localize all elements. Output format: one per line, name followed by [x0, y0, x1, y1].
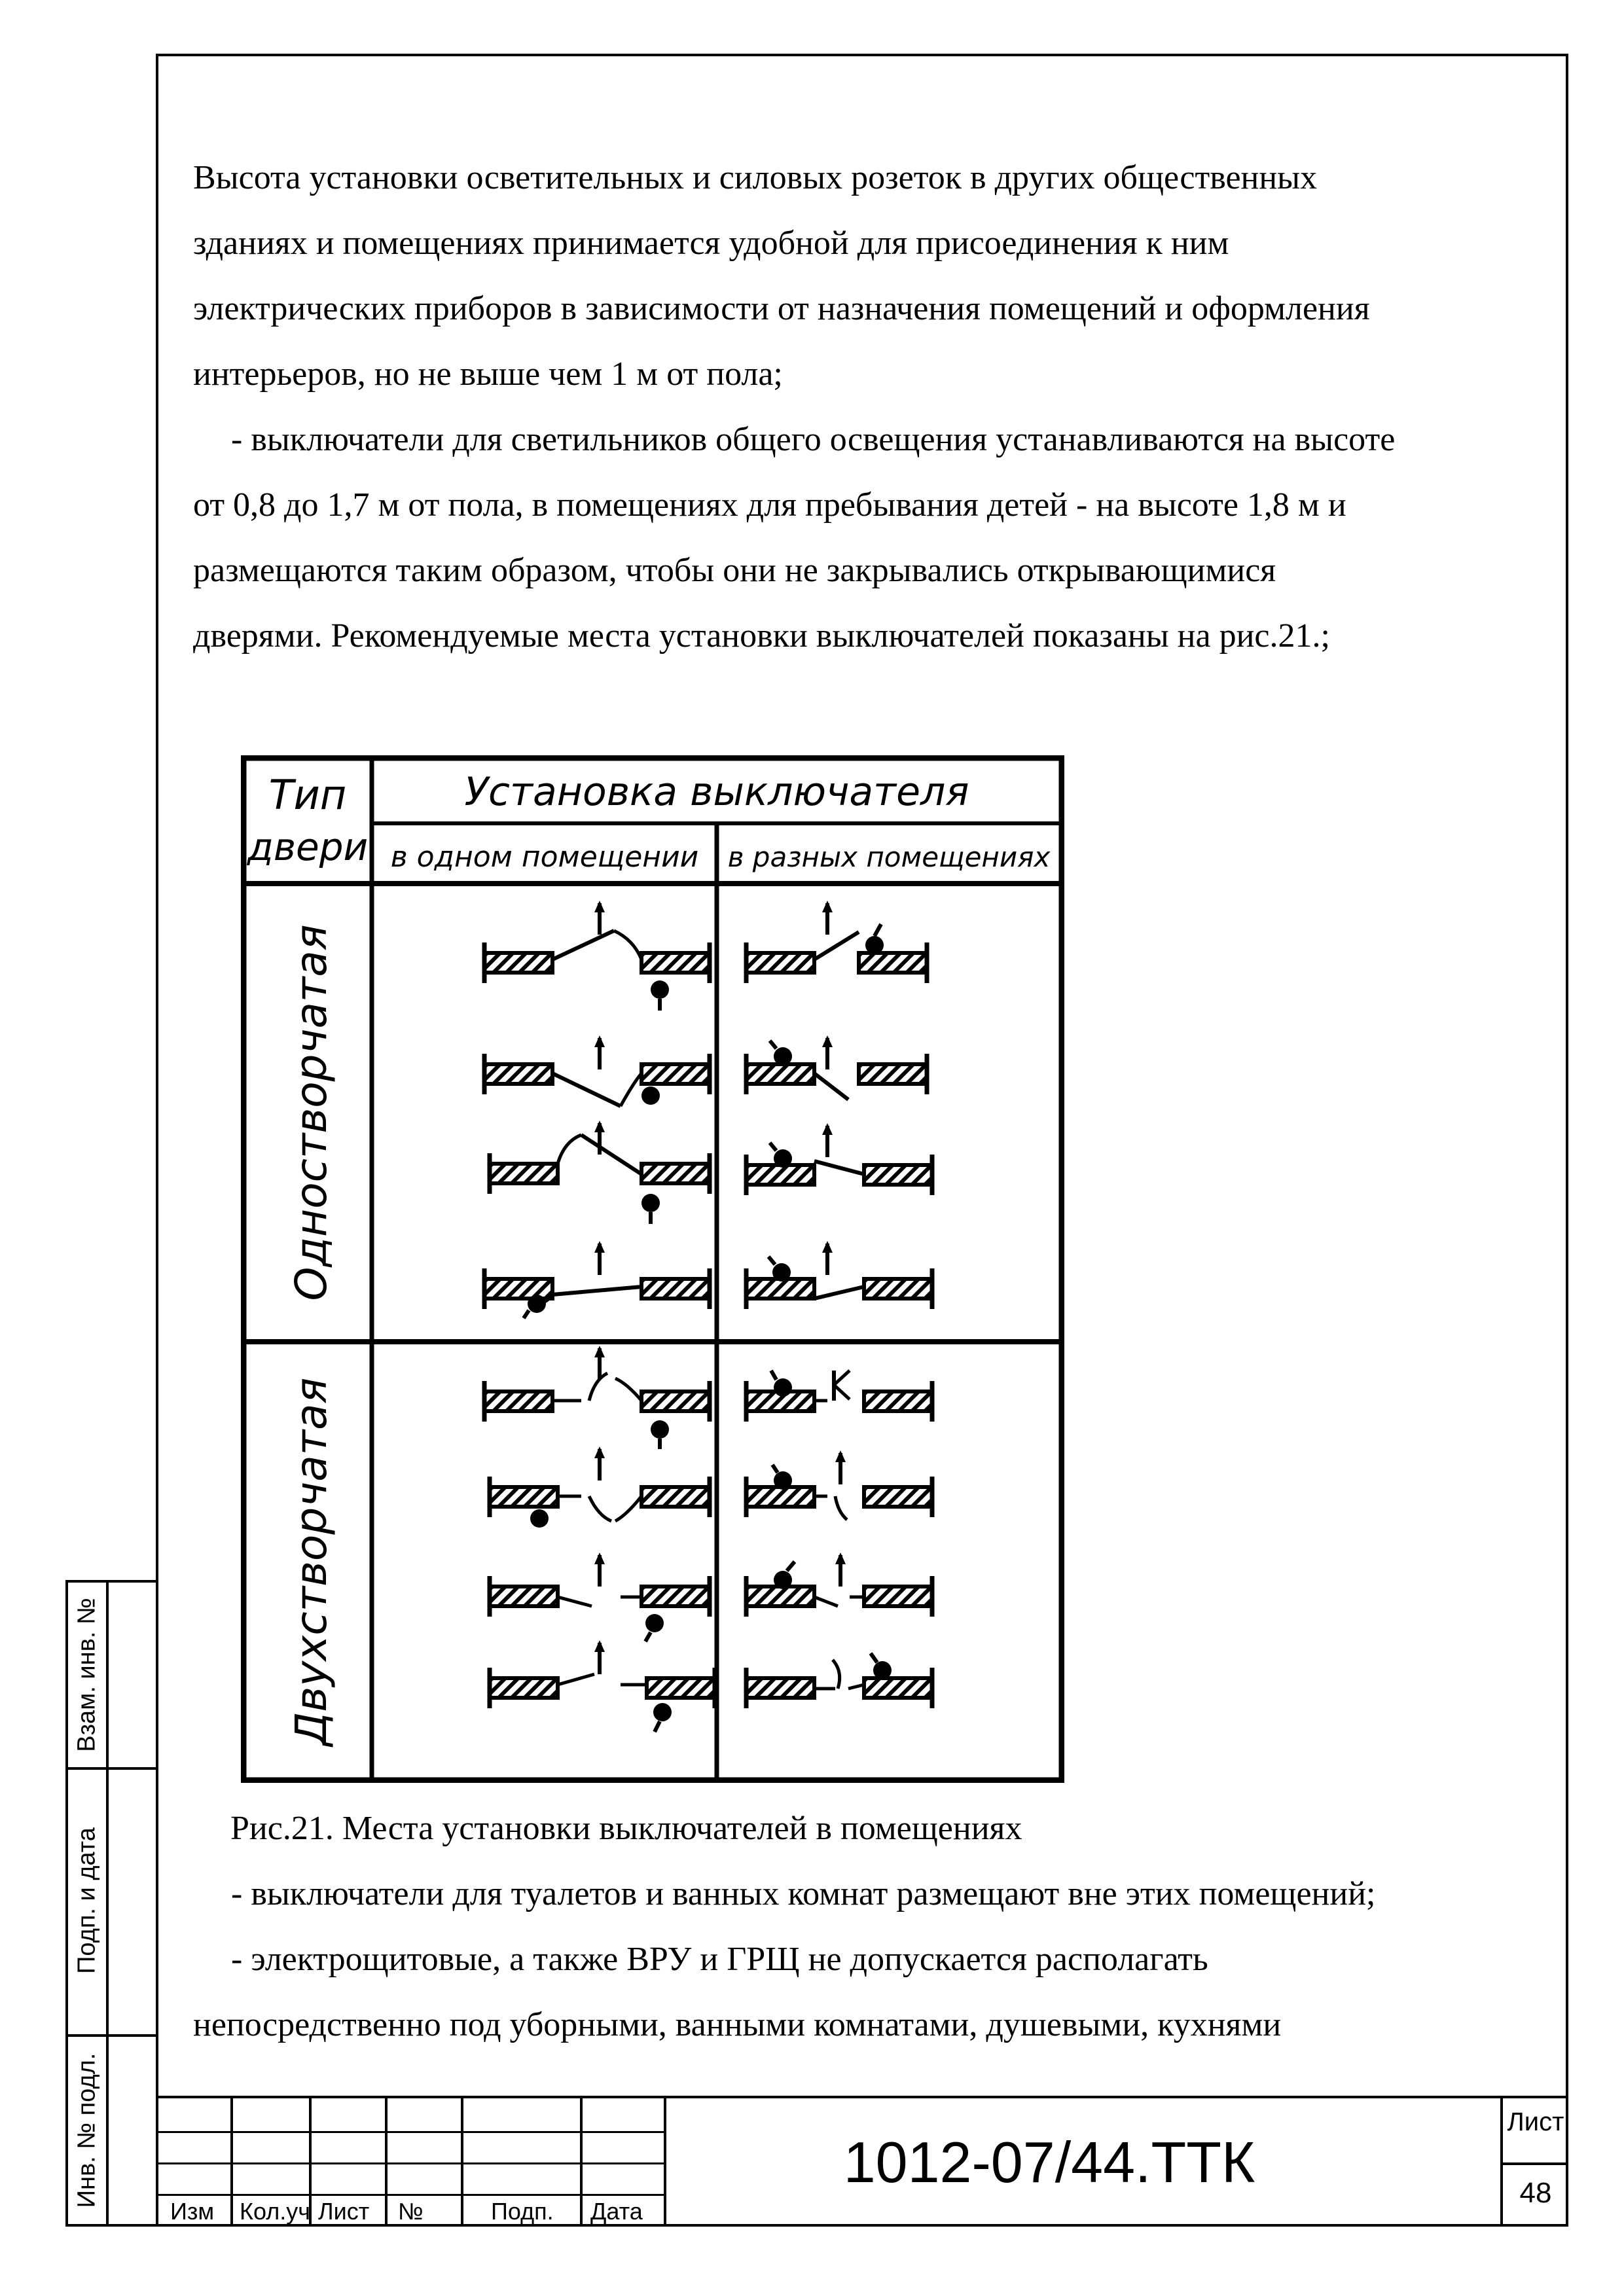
header-same-room: в одном помещении	[390, 840, 699, 874]
label-data: Дата	[590, 2198, 643, 2225]
diagram-double-same-4	[490, 1640, 715, 1732]
diagram-single-same-2	[484, 1035, 710, 1106]
text-line: непосредственно под уборными, ванными комнатами, душевыми, кухнями	[193, 2006, 1282, 2043]
row-label-single-leaf: Одностворчатая	[286, 924, 336, 1301]
diagram-double-same-3	[490, 1552, 710, 1641]
title-block	[156, 2096, 1568, 2227]
diagram-double-diff-3	[746, 1552, 932, 1617]
diagram-double-same-2	[490, 1446, 710, 1528]
diagram-single-diff-2	[746, 1035, 927, 1100]
text-line: зданиях и помещениях принимается удобной для присоединения к ним	[193, 224, 1229, 262]
diagram-single-diff-3	[746, 1123, 932, 1195]
stamp-original-inv	[65, 2034, 156, 2227]
text-line: - электрощитовые, а также ВРУ и ГРЩ не допускается располагать	[231, 1941, 1208, 1978]
header-switch-placement: Установка выключателя	[464, 769, 969, 815]
sheet-label: Лист	[1507, 2108, 1564, 2136]
text-line: от 0,8 до 1,7 м от пола, в помещениях для пребывания детей - на высоте 1,8 м и	[193, 486, 1346, 524]
diagram-double-diff-1	[746, 1371, 932, 1422]
diagram-double-same-1	[484, 1346, 710, 1449]
revision-grid	[156, 2098, 666, 2227]
stamp-label: Взам. инв. №	[73, 1598, 101, 1752]
document-code: 1012-07/44.ТТК	[843, 2130, 1255, 2195]
label-podp: Подп.	[491, 2198, 554, 2225]
label-izm: Изм	[170, 2198, 215, 2225]
paragraph-top	[193, 145, 1555, 669]
header-different-rooms: в разных помещениях	[727, 841, 1051, 873]
text-line: дверями. Рекомендуемые места установки выключателей показаны на рис.21.;	[193, 617, 1330, 655]
text-line: электрических приборов в зависимости от назначения помещений и оформления	[193, 290, 1370, 327]
header-door-type-1: Тип	[268, 771, 347, 819]
label-list: Лист	[318, 2198, 370, 2225]
figure-caption: Рис.21. Места установки выключателей в помещениях	[230, 1810, 1022, 1847]
stamp-replacement-inv	[65, 1580, 156, 1770]
diagram-single-same-3	[490, 1121, 710, 1224]
diagram-single-same-4	[484, 1241, 710, 1318]
text-line: - выключатели для светильников общего освещения устанавливаются на высоте	[231, 421, 1396, 458]
stamp-label: Подп. и дата	[73, 1827, 101, 1974]
text-line: интерьеров, но не выше чем 1 м от пола;	[193, 355, 783, 393]
diagram-single-diff-1	[746, 901, 927, 983]
stamp-signature-date	[65, 1767, 156, 2037]
diagram-double-diff-2	[746, 1450, 932, 1520]
diagram-single-same-1	[484, 901, 710, 1011]
text-line: размещаются таким образом, чтобы они не закрывались открывающимися	[193, 552, 1276, 589]
diagram-double-diff-4	[746, 1653, 932, 1708]
header-door-type-2: двери	[247, 825, 369, 869]
text-line: Высота установки осветительных и силовых розеток в других общественных	[193, 159, 1318, 196]
label-kol-uch: Кол.уч	[240, 2198, 310, 2225]
switch-placement-figure	[241, 755, 1064, 1783]
sheet-box	[1500, 2098, 1568, 2227]
stamp-label: Инв. № подл.	[73, 2053, 101, 2208]
diagram-single-diff-4	[746, 1241, 932, 1309]
label-num: №	[398, 2198, 424, 2225]
paragraph-bottom	[193, 1861, 1555, 2058]
text-line: - выключатели для туалетов и ванных комнат размещают вне этих помещений;	[231, 1875, 1376, 1912]
row-label-double-leaf: Двухстворчатая	[286, 1377, 336, 1746]
sheet-number: 48	[1503, 2162, 1568, 2210]
